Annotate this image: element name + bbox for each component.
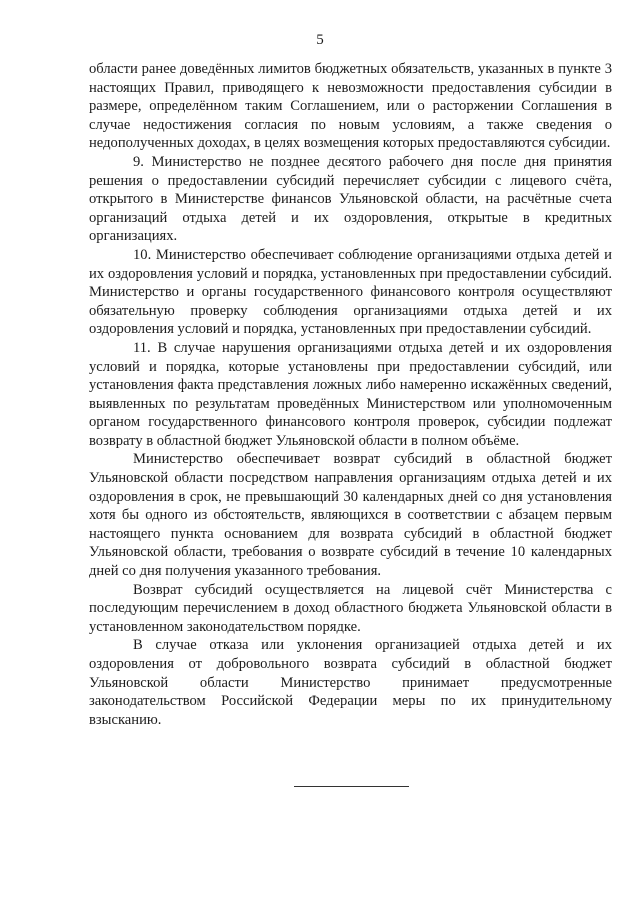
paragraph-return-account: Возврат субсидий осуществляется на лицевой счёт Министерства с последующим перечислением в доход областного бюджета Ульяновской области в установленном законодательством порядке. [89,581,612,635]
paragraph-continuation: области ранее доведённых лимитов бюджетных обязательств, указанных в пункте 3 настоящих Правил, приводящего к невозможности предоставления субсидии в размере, определённом таким Соглашением, или о расторжении Соглашения в случае недостижения согласия по новым условиям, а также сведения о недополученных доходах, в целях возмещения которых предоставляются субсидии. [89,61,612,152]
paragraph-item-10: 10. Министерство обеспечивает соблюдение организациями отдыха детей и их оздоровления условий и порядка, установленных при предоставлении субсидий. Министерство и органы государственного финансового контроля осуществляют обязательную проверку соблюдения организациями отдыха детей и их оздоровления условий и порядка, установленных при предоставлении субсидий. [89,246,612,338]
paragraph-return-procedure: Министерство обеспечивает возврат субсидий в областной бюджет Ульяновской области посредством направления организациям отдыха детей и их оздоровления в срок, не превышающий 30 календарных дней со дня установления хотя бы одного из обстоятельств, являющихся в соответствии с абзацем первым настоящего пункта основанием для возврата субсидий в областной бюджет Ульяновской области, требования о возврате субсидий в течение 10 календарных дней со дня получения указанного требования. [89,451,612,580]
paragraph-refusal: В случае отказа или уклонения организацией отдыха детей и их оздоровления от добровольного возврата субсидий в областной бюджет Ульяновской области Министерство принимает предусмотренные законодательством Российской Федерации меры по их принудительному взысканию. [89,637,612,728]
paragraph-item-11: 11. В случае нарушения организациями отдыха детей и их оздоровления условий и порядка, которые установлены при предоставлении субсидий, или установления факта представления ложных либо намеренно искажённых сведений, выявленных по результатам проведённых Министерством или уполномоченным органом государственного финансового контроля проверок, субсидии подлежат возврату в областной бюджет Ульяновской области в полном объёме. [89,339,612,449]
document-body [89,60,612,729]
paragraph-item-9: 9. Министерство не позднее десятого рабочего дня после дня принятия решения о предоставлении субсидий перечисляет субсидии с лицевого счёта, открытого в Министерстве финансов Ульяновской области, на расчётные счета организаций отдыха детей и их оздоровления, открытые в кредитных организациях. [89,153,612,245]
end-rule [294,786,409,787]
page-number: 5 [316,32,324,48]
